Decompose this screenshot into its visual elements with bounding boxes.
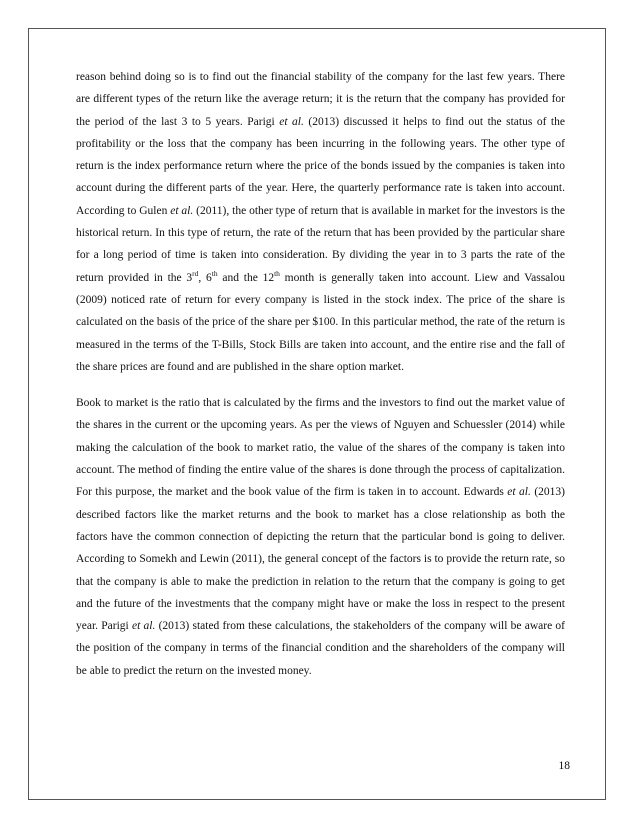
document-body (76, 66, 565, 682)
paragraph-returns: reason behind doing so is to find out the financial stability of the company for the last few years. There are different types of the return like the average return; it is the return that the company has provided for the period of the last 3 to 5 years. Parigi et al. (2013) discussed it helps to find out the status of the profitability or the loss that the company has been incurring in the following years. The other type of return is the index performance return where the price of the bonds issued by the companies is taken into account during the different parts of the year. Here, the quarterly performance rate is taken into account. According to Gulen et al. (2011), the other type of return that is available in market for the investors is the historical return. In this type of return, the rate of the return that has been provided by the particular share for a long period of time is taken into consideration. By dividing the year in to 3 parts the rate of the return provided in the 3rd, 6th and the 12th month is generally taken into account. Liew and Vassalou (2009) noticed rate of return for every company is listed in the stock index. The price of the share is calculated on the basis of the price of the share per $100. In this particular method, the rate of the return is measured in the terms of the T-Bills, Stock Bills are taken into account, and the entire rise and the fall of the share prices are found and are published in the share option market. (76, 71, 566, 373)
page-number: 18 (558, 760, 570, 772)
paragraph-book-to-market: Book to market is the ratio that is calculated by the firms and the investors to find out the market value of the shares in the current or the upcoming years. As per the views of Nguyen and Schuessler (2014) while making the calculation of the book to market ratio, the value of the shares of the company is taken into account. The method of finding the entire value of the shares is done through the process of capitalization. For this purpose, the market and the book value of the firm is taken in to account. Edwards et al. (2013) described factors like the market returns and the book to market has a close relationship as both the factors have the common connection of depicting the return that the particular bond is going to deliver. According to Somekh and Lewin (2011), the general concept of the factors is to provide the return rate, so that the company is able to make the prediction in relation to the return that the company is going to get and the future of the investments that the company might have or make the loss in respect to the present year. Parigi et al. (2013) stated from these calculations, the stakeholders of the company will be aware of the position of the company in terms of the financial condition and the shareholders of the company will be able to predict the return on the invested money. (76, 397, 566, 677)
